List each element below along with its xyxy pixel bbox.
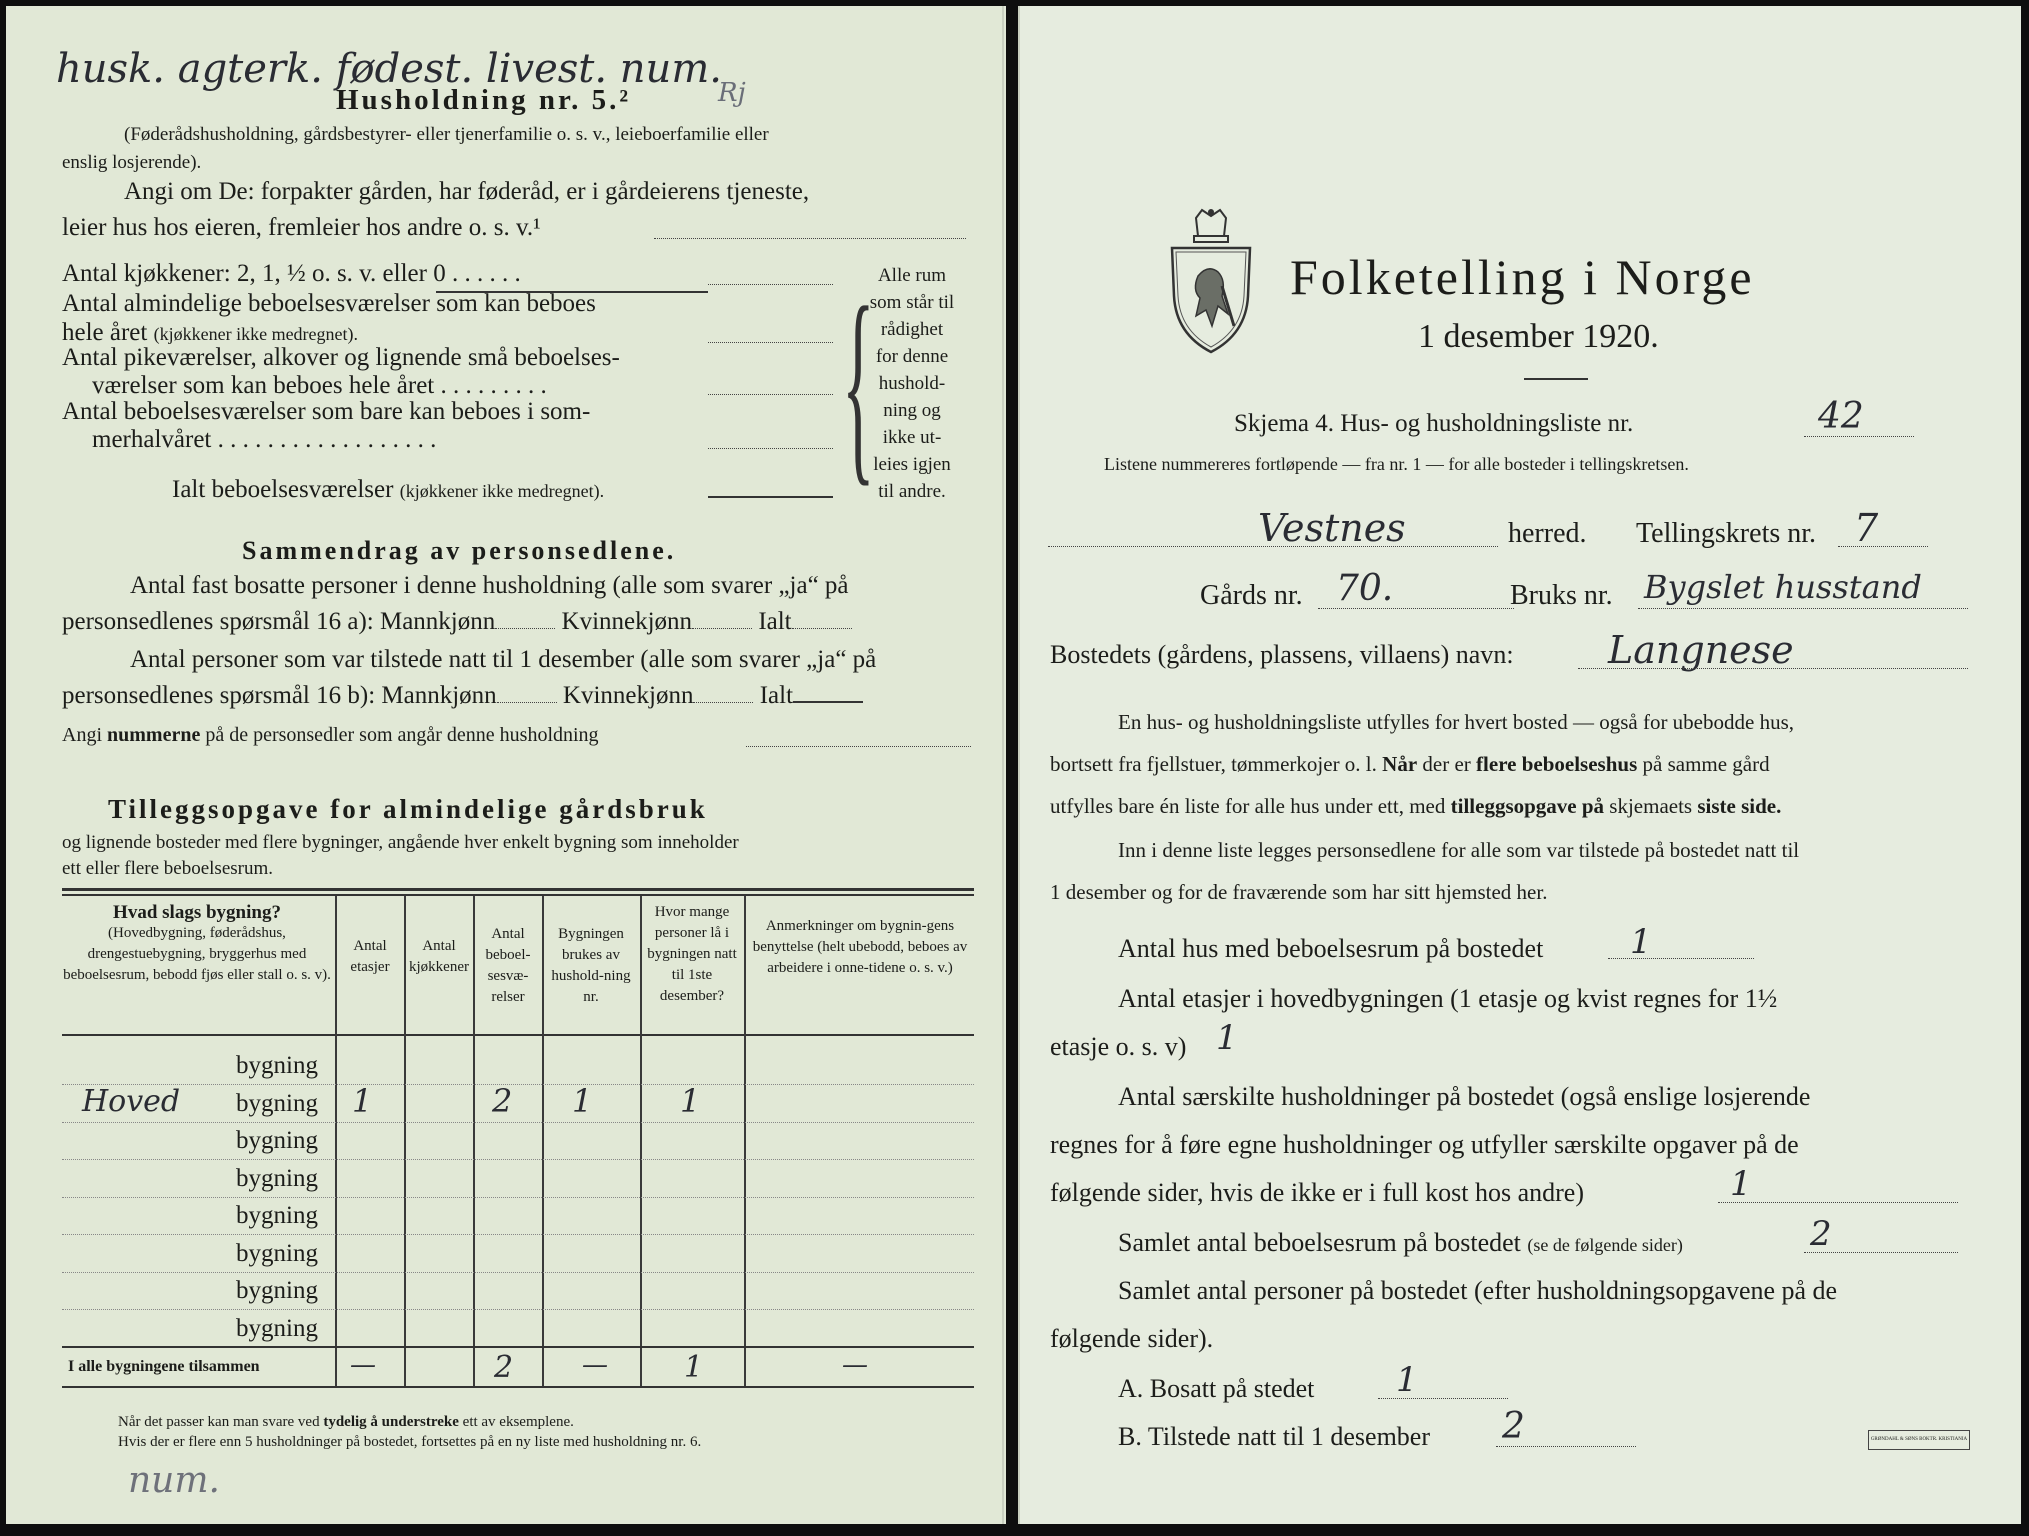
angi-nummerne-line <box>746 746 971 747</box>
pike-answer-line <box>708 394 833 395</box>
gards-value: 70. <box>1336 568 1394 609</box>
bruks-label: Bruks nr. <box>1510 580 1613 611</box>
brace-note-line: ning og <box>883 400 941 421</box>
row-rule <box>62 1084 974 1085</box>
q-sarskilte-line <box>1718 1202 1958 1203</box>
brace-note-line: ikke ut- <box>882 427 942 448</box>
sammendrag-p2-line1: Antal personer som var tilstede natt til 1 desember (alle som svarer „ja“ på <box>130 646 877 673</box>
alm-label-1: Antal almindelige beboelsesværelser som kan beboes <box>62 290 596 317</box>
pike-label-2: værelser som kan beboes hele året . . . . . . . . . <box>92 372 547 399</box>
page-edge <box>1002 6 1004 1524</box>
brace: { <box>842 261 875 505</box>
header-anmerkninger: Anmerkninger om bygnin-gens benyttelse (helt ubebodd, beboes av arbeidere i onne-tidene o. s. v.) <box>752 918 968 976</box>
q-samlet-rum-label: Samlet antal beboelsesrum på bostedet (se de følgende sider) <box>1118 1228 1683 1257</box>
header-building-type: Hvad slags bygning? (Hovedbygning, føderådshus, drengestuebygning, bryggerhus med beboelsesrum, bebodd fjøs eller stall o. s. v). <box>63 902 331 983</box>
bostedets-value: Langnese <box>1608 628 1794 672</box>
total-label: I alle bygningene tilsammen <box>68 1358 260 1375</box>
q-hus-value: 1 <box>1630 922 1652 962</box>
total-vaerelser: 2 <box>494 1350 514 1385</box>
table-bottom-rule <box>62 1386 974 1388</box>
table-row <box>62 1200 974 1237</box>
bostedets-line <box>1578 668 1968 669</box>
q-samlet-rum-line <box>1804 1252 1958 1253</box>
row-building-type: Hoved <box>82 1083 181 1119</box>
alm-answer-line <box>708 342 833 343</box>
gards-line <box>1318 608 1514 609</box>
header-personer: Hvor mange personer lå i bygningen natt til 1ste desember? <box>647 904 737 1004</box>
table-row <box>62 1163 974 1200</box>
title-rule <box>1524 378 1588 380</box>
total-personer: 1 <box>684 1350 704 1385</box>
alm-label-2: hele året (kjøkkener ikke medregnet). <box>62 319 359 346</box>
row-rule <box>62 1122 974 1123</box>
handwritten-bottom-note: num. <box>128 1460 220 1501</box>
bruks-value: Bygslet husstand <box>1644 568 1922 606</box>
header-etasjer: Antal etasjer <box>350 938 390 975</box>
tilstede-label: B. Tilstede natt til 1 desember <box>1118 1422 1430 1451</box>
tillegg-title: Tilleggsopgave for almindelige gårdsbruk <box>108 794 708 824</box>
row-rule <box>62 1159 974 1160</box>
q-etasjer-value: 1 <box>1216 1018 1238 1058</box>
table-row <box>62 1125 974 1162</box>
brace-note-line: hushold- <box>878 373 946 394</box>
table-row <box>62 1238 974 1275</box>
tillegg-sub-2: ett eller flere beboelsesrum. <box>62 858 274 879</box>
bosatt-line <box>1378 1398 1508 1399</box>
bosatt-label: A. Bosatt på stedet <box>1118 1374 1315 1403</box>
gards-label: Gårds nr. <box>1200 580 1303 611</box>
row-label: bygning <box>236 1314 318 1342</box>
q-samlet-pers-label-1: Samlet antal personer på bostedet (efter husholdningsopgavene på de <box>1118 1276 1838 1305</box>
row-label: bygning <box>236 1164 318 1192</box>
bruks-line <box>1638 608 1968 609</box>
total-husholdning: — <box>582 1350 608 1380</box>
row-rule <box>62 1197 974 1198</box>
header-husholdning: Bygningen brukes av hushold-ning nr. <box>551 926 631 1005</box>
brace-note-line: for denne <box>875 346 949 367</box>
q-hus-label: Antal hus med beboelsesrum på bostedet <box>1118 934 1544 963</box>
tilstede-value: 2 <box>1502 1406 1525 1447</box>
instruction-1: En hus- og husholdningsliste utfylles for hvert bosted — også for ubebodde hus, <box>1118 710 1794 734</box>
q-samlet-pers-label-2: følgende sider). <box>1050 1324 1214 1353</box>
kjokkener-answer-line <box>708 284 833 285</box>
bosatt-value: 1 <box>1396 1360 1418 1400</box>
angi-line-1: Angi om De: forpakter gården, har føderåd, er i gårdeierens tjeneste, <box>124 178 810 205</box>
q-sarskilte-label-1: Antal særskilte husholdninger på bostedet (også enslige losjerende <box>1118 1082 1811 1111</box>
table-row <box>62 1275 974 1312</box>
printer-stamp: GRØNDAHL & SØNS BOKTR. KRISTIANIA <box>1868 1430 1970 1450</box>
table-row <box>62 1313 974 1350</box>
header-vaerelser: Antal beboel-sesvæ-relser <box>485 926 531 1005</box>
tellingskrets-value: 7 <box>1854 506 1879 550</box>
household-note-2: enslig losjerende). <box>62 152 202 173</box>
table-top-rule-2 <box>62 894 974 896</box>
instruction-5: 1 desember og for de fraværende som har sitt hjemsted her. <box>1050 880 1548 904</box>
herred-line <box>1048 546 1498 547</box>
total-anmerkninger: — <box>842 1350 868 1380</box>
instruction-3: utfylles bare én liste for alle hus under ett, med tilleggsopgave på skjemaets siste side. <box>1050 794 1782 818</box>
header-kjokkener: Antal kjøkkener <box>409 938 469 975</box>
ialt-label: Ialt beboelsesværelser (kjøkkener ikke medregnet). <box>172 476 605 503</box>
brace-note-line: til andre. <box>878 481 946 502</box>
sammendrag-p2-line2: personsedlenes spørsmål 16 b): Mannkjønn Kvinnekjønn Ialt <box>62 682 863 710</box>
q-sarskilte-label-2: regnes for å føre egne husholdninger og utfyller særskilte opgaver på de <box>1050 1130 1799 1159</box>
page-edge <box>1018 6 1020 1524</box>
herred-value: Vestnes <box>1258 506 1406 550</box>
skjema-number: 42 <box>1818 396 1864 437</box>
row-label: bygning <box>236 1052 318 1079</box>
row-label: bygning <box>236 1127 318 1154</box>
brace-note-line: som står til <box>869 292 955 313</box>
table-row <box>62 1050 974 1087</box>
brace-note <box>862 262 962 505</box>
total-etasjer: — <box>350 1350 376 1380</box>
sommer-label-2: merhalvåret . . . . . . . . . . . . . . . . . . <box>92 426 437 453</box>
row-label: bygning <box>236 1089 318 1117</box>
pike-label-1: Antal pikeværelser, alkover og lignende små beboelses- <box>62 344 620 371</box>
table-header-rule <box>62 1034 974 1036</box>
tilstede-line <box>1496 1446 1636 1447</box>
total-top-rule <box>62 1346 974 1348</box>
row-vaerelser: 2 <box>492 1081 513 1120</box>
census-date: 1 desember 1920. <box>1418 318 1659 355</box>
herred-label: herred. <box>1508 518 1587 549</box>
row-label: bygning <box>236 1202 318 1229</box>
bostedets-label: Bostedets (gårdens, plassens, villaens) navn: <box>1050 640 1514 669</box>
q-hus-line <box>1608 958 1754 959</box>
skjema-line <box>1804 436 1914 437</box>
q-samlet-rum-value: 2 <box>1810 1214 1832 1254</box>
listene-note: Listene nummereres fortløpende — fra nr. 1 — for alle bosteder i tellingskretsen. <box>1104 454 1689 474</box>
row-rule <box>62 1234 974 1235</box>
sommer-label-1: Antal beboelsesværelser som bare kan beboes i som- <box>62 398 591 425</box>
household-note-1: (Føderådshusholdning, gårdsbestyrer- eller tjenerfamilie o. s. v., leieboerfamilie eller <box>124 124 769 145</box>
row-etasjer: 1 <box>352 1081 373 1120</box>
left-page <box>6 6 1006 1524</box>
brace-note-line: leies igjen <box>873 454 951 475</box>
row-label: bygning <box>236 1239 318 1267</box>
skjema-label: Skjema 4. Hus- og husholdningsliste nr. <box>1234 410 1634 437</box>
row-label: bygning <box>236 1277 318 1304</box>
table-top-rule <box>62 888 974 891</box>
row-personer: 1 <box>680 1081 701 1120</box>
instruction-2: bortsett fra fjellstuer, tømmerkojer o. l. Når der er flere beboelseshus på samme gård <box>1050 752 1770 776</box>
angi-line-2: leier hus hos eieren, fremleier hos andre o. s. v.¹ <box>62 214 541 241</box>
instruction-4: Inn i denne liste legges personsedlene for alle som var tilstede på bostedet natt til <box>1118 838 1800 862</box>
table-row <box>62 1081 974 1125</box>
tillegg-sub-1: og lignende bosteder med flere bygninger, angående hver enkelt bygning som inneholder <box>62 832 739 853</box>
right-page <box>1018 6 2021 1524</box>
footnote-2: Hvis der er flere enn 5 husholdninger på bostedet, fortsettes på en ny liste med husholdning nr. 6. <box>118 1434 702 1450</box>
row-rule <box>62 1309 974 1310</box>
footnote-1: Når det passer kan man svare ved tydelig å understreke ett av eksemplene. <box>118 1414 574 1430</box>
q-etasjer-label-1: Antal etasjer i hovedbygningen (1 etasje og kvist regnes for 1½ <box>1118 984 1778 1013</box>
row-rule <box>62 1272 974 1273</box>
angi-answer-line <box>654 238 966 239</box>
brace-note-line: Alle rum <box>877 265 947 286</box>
sammendrag-p1-line1: Antal fast bosatte personer i denne husholdning (alle som svarer „ja“ på <box>130 572 849 599</box>
handwritten-top-note: husk. agterk. fødest. livest. num. <box>56 46 722 92</box>
sommer-answer-line <box>708 448 833 449</box>
tellingskrets-line <box>1838 546 1928 547</box>
norway-coat-of-arms-icon <box>1168 206 1254 358</box>
row-hush: 1 <box>572 1081 593 1120</box>
q-sarskilte-label-3: følgende sider, hvis de ikke er i full kost hos andre) <box>1050 1178 1584 1207</box>
sammendrag-p1-line2: personsedlenes spørsmål 16 a): Mannkjønn Kvinnekjønn Ialt <box>62 608 852 636</box>
sammendrag-title: Sammendrag av personsedlene. <box>242 536 677 565</box>
ialt-answer-line <box>708 496 833 498</box>
q-etasjer-label-2: etasje o. s. v) <box>1050 1032 1187 1061</box>
angi-nummerne: Angi nummerne på de personsedler som angår denne husholdning <box>62 724 599 746</box>
kjokkener-label: Antal kjøkkener: 2, 1, ½ o. s. v. eller 0 . . . . . . <box>62 260 521 287</box>
q-sarskilte-value: 1 <box>1730 1164 1752 1204</box>
household-title: Husholdning nr. 5.² <box>336 84 632 116</box>
brace-note-line: rådighet <box>880 319 944 340</box>
tellingskrets-label: Tellingskrets nr. <box>1636 518 1817 549</box>
building-table <box>62 888 974 1400</box>
census-title: Folketelling i Norge <box>1290 249 1755 305</box>
handwritten-rj: Rj <box>718 78 746 108</box>
